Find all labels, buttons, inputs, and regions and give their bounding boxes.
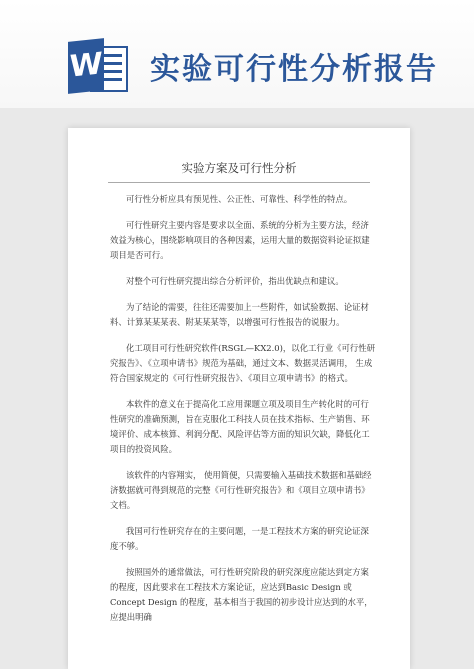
- word-letter-badge: W: [68, 38, 104, 94]
- document-heading: 实验方案及可行性分析: [181, 161, 297, 175]
- paragraph: 我国可行性研究存在的主要问题，一是工程技术方案的研究论证深度不够。: [110, 526, 369, 551]
- heading-divider: [108, 182, 370, 183]
- banner-title: 实验可行性分析报告: [150, 52, 438, 87]
- document-body: [110, 192, 376, 636]
- paragraph: 化工项目可行性研究软件(RSGL—KX2.0)，以化工行业《可行性研究报告》、《立项申请书》规范为基础，通过文本、数据灵活调用， 生成符合国家规定的《可行性研究报告》、《项目立项申请书》的格式。: [110, 343, 375, 383]
- word-document-icon: [68, 38, 132, 98]
- banner: [0, 0, 474, 108]
- paragraph: 按照国外的通常做法，可行性研究阶段的研究深度应能达到定方案的程度，因此要求在工程技术方案论证，应达到Basic Design 或Concept Design 的程度，基本相当于我国的初步设计应达到的水平，应提出明确: [110, 567, 373, 622]
- paragraph: 本软件的意义在于提高化工应用课题立项及项目生产转化时的可行性研究的准确预测，旨在克服化工科技人员在技术指标、生产销售、环境评价、成本核算、利润分配、风险评估等方面的知识欠缺，降低化工项目的投资风险。: [110, 399, 370, 454]
- paragraph: 可行性研究主要内容是要求以全面、系统的分析为主要方法，经济效益为核心，围绕影响项目的各种因素，运用大量的数据资料论证拟建项目是否可行。: [110, 220, 370, 260]
- paragraph: 该软件的内容翔实， 使用简便，只需要输入基础技术数据和基础经济数据就可得到规范的完整《可行性研究报告》和《项目立项申请书》 文档。: [110, 470, 372, 510]
- paragraph: 可行性分析应具有预见性、公正性、可靠性、科学性的特点。: [126, 194, 353, 204]
- paragraph: 对整个可行性研究提出综合分析评价，指出优缺点和建议。: [126, 276, 344, 286]
- document-page: [68, 128, 410, 669]
- paragraph: 为了结论的需要，往往还需要加上一些附件，如试验数据、论证材料、计算某某某表、附某某某等，以增强可行性报告的说服力。: [110, 302, 369, 327]
